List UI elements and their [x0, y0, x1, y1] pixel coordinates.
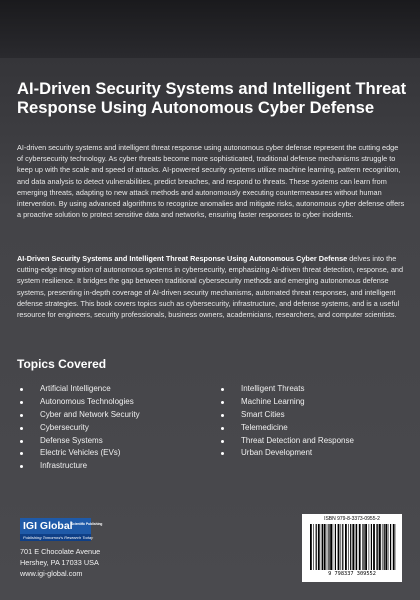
barcode-icon — [310, 524, 396, 570]
bullet-icon — [221, 427, 224, 430]
topic-item — [221, 447, 354, 460]
topic-item — [221, 409, 354, 422]
address-street: 701 E Chocolate Avenue — [20, 547, 101, 556]
logo-name: IGI Global — [23, 520, 73, 532]
topic-label: Infrastructure — [40, 461, 88, 471]
topic-label: Artificial Intelligence — [40, 384, 111, 393]
topic-label: Cybersecurity — [40, 422, 89, 432]
topic-item — [20, 422, 140, 435]
topic-label: Threat Detection and Response — [241, 435, 354, 445]
topic-item — [221, 383, 354, 396]
topic-item — [20, 447, 140, 460]
description-book-title: AI-Driven Security Systems and Intelligent Threat Response Using Autonomous Cyber Defense — [17, 254, 348, 263]
description-paragraph-1: AI-driven security systems and intelligent threat response using autonomous cyber defense represent the cutting edge of cybersecurity technology. As cyber threats become more sophisticated, traditional defense mechanisms struggle to keep up with the scale and speed of attacks. AI-powered security systems utilize machine learning, pattern recognition, and data analysis to detect vulnerabilities, predict breaches, and respond to threats. These systems can learn from emerging threats, adapting to new attack methods and autonomously executing countermeasures without human intervention. By using advanced algorithms to recognize anomalies and mitigate risks, autonomous cyber defense offers a proactive solution to protect sensitive data and networks, ensuring faster responses to cyber incidents. — [17, 143, 405, 220]
publisher-address — [20, 546, 100, 580]
topic-item — [20, 409, 140, 422]
topic-item — [221, 396, 354, 409]
topics-heading: Topics Covered — [17, 357, 107, 371]
topic-label: Urban Development — [241, 448, 313, 458]
topic-item — [20, 396, 140, 409]
top-dark-band — [0, 0, 420, 58]
bullet-icon — [20, 414, 23, 417]
barcode-number: 9 798337 309552 — [328, 571, 376, 577]
topic-label: Defense Systems — [40, 435, 103, 445]
bullet-icon — [221, 388, 224, 391]
topic-label: Telemedicine — [241, 422, 288, 432]
topic-item — [20, 383, 140, 396]
topic-label: Smart Cities — [241, 409, 285, 419]
description-paragraph-2-text: delves into the cutting-edge integration of autonomous systems in cybersecurity, emphasizing AI-driven threat detection, response, and system resilience. It bridges the gap between traditional cybersecurity methods and emerging autonomous defense systems, presenting in-depth coverage of AI-driven security mechanisms, automated threat responses, and intelligent defense strategies. This book covers topics such as cybersecurity, infrastructure, and defense systems, and is a useful resource for engineers, security professionals, business owners, academicians, researchers, and computer scientists. — [17, 254, 404, 320]
topic-item — [20, 435, 140, 448]
description-paragraph-2 — [17, 253, 405, 320]
topic-label: Intelligent Threats — [241, 384, 305, 393]
topics-list-left — [20, 383, 140, 473]
book-title: AI-Driven Security Systems and Intelligent Threat Response Using Autonomous Cyber Defense — [17, 79, 407, 117]
topic-item — [221, 435, 354, 448]
bullet-icon — [20, 401, 23, 404]
publisher-website: www.igi-global.com — [20, 569, 83, 579]
address-city: Hershey, PA 17033 USA — [20, 558, 99, 568]
topic-item — [221, 422, 354, 435]
bullet-icon — [221, 452, 224, 455]
bullet-icon — [221, 401, 224, 404]
logo-tagline: Publishing Tomorrow's Research Today — [23, 535, 94, 540]
bullet-icon — [20, 452, 23, 455]
igi-global-logo — [20, 518, 103, 541]
bullet-icon — [221, 414, 224, 417]
topics-list-right — [221, 383, 354, 460]
isbn-label: ISBN 979-8-3373-0955-2 — [324, 516, 380, 522]
barcode-panel — [302, 514, 402, 582]
topic-label: Cyber and Network Security — [40, 409, 140, 419]
topic-label: Autonomous Technologies — [40, 396, 134, 406]
bullet-icon — [20, 465, 23, 468]
topic-item — [20, 460, 140, 473]
topic-label: Machine Learning — [241, 396, 305, 406]
bullet-icon — [20, 388, 23, 391]
topic-label: Electric Vehicles (EVs) — [40, 448, 121, 458]
logo-sub: Scientific Publishing — [71, 522, 103, 526]
bullet-icon — [20, 440, 23, 443]
bullet-icon — [20, 427, 23, 430]
bullet-icon — [221, 440, 224, 443]
